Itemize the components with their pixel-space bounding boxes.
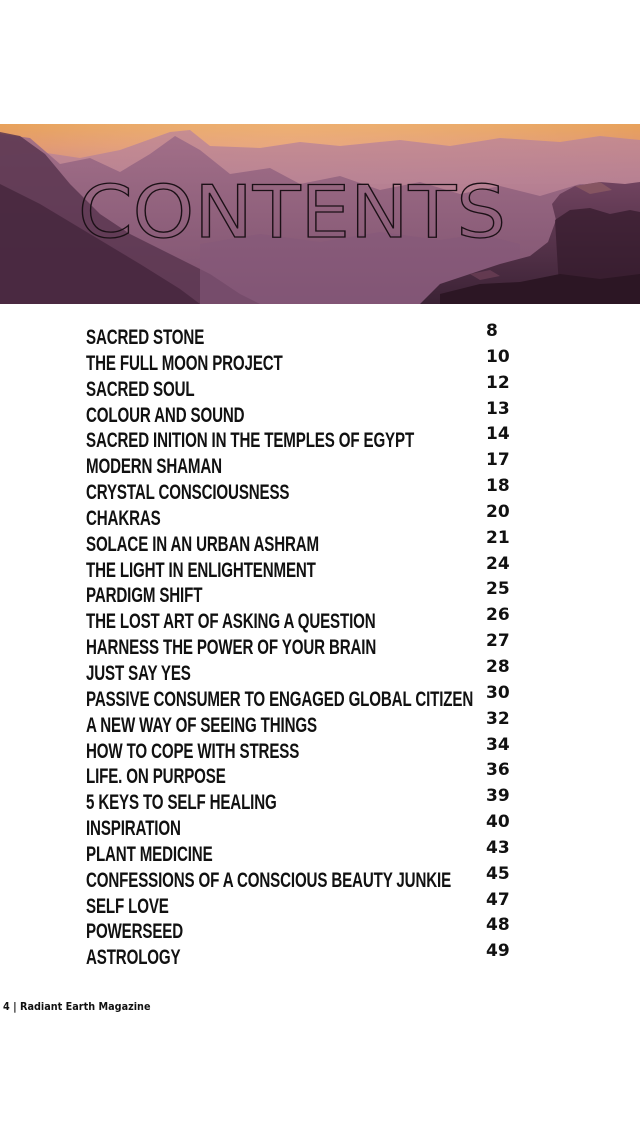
toc-entry-title: COLOUR AND SOUND	[86, 403, 245, 427]
toc-entry-page-number: 27	[486, 631, 510, 652]
toc-entry-title: THE LIGHT IN ENLIGHTENMENT	[86, 558, 316, 582]
toc-entry-title: PLANT MEDICINE	[86, 842, 213, 866]
toc-entry-page-number: 49	[486, 941, 510, 962]
toc-entry[interactable]	[86, 760, 526, 790]
toc-entry[interactable]	[86, 837, 526, 868]
toc-entry-page-number: 48	[486, 915, 510, 936]
table-of-contents	[86, 321, 526, 971]
toc-entry-page-number: 17	[486, 450, 510, 471]
toc-entry[interactable]	[86, 579, 526, 609]
toc-entry-page-number: 20	[486, 501, 510, 522]
toc-entry-title: 5 KEYS TO SELF HEALING	[86, 791, 277, 815]
toc-entry[interactable]	[86, 527, 526, 558]
toc-entry[interactable]	[86, 346, 526, 377]
toc-entry-page-number: 26	[486, 605, 510, 626]
toc-entry-title: HOW TO COPE WITH STRESS	[86, 739, 300, 763]
page-footer: 4 | Radiant Earth Magazine	[3, 1000, 151, 1013]
toc-entry-page-number: 28	[486, 656, 510, 677]
toc-entry-page-number: 47	[486, 889, 510, 910]
toc-entry[interactable]	[86, 889, 526, 920]
toc-entry-title: MODERN SHAMAN	[86, 455, 222, 479]
toc-entry[interactable]	[86, 656, 526, 687]
toc-entry[interactable]	[86, 450, 526, 480]
toc-entry-title: POWERSEED	[86, 920, 184, 944]
toc-entry-page-number: 24	[486, 553, 510, 574]
toc-entry-page-number: 10	[486, 346, 510, 367]
toc-entry-page-number: 12	[486, 372, 510, 393]
toc-entry[interactable]	[86, 398, 526, 429]
toc-entry[interactable]	[86, 786, 526, 816]
toc-entry-title: SACRED SOUL	[86, 377, 195, 401]
toc-entry-title: HARNESS THE POWER OF YOUR BRAIN	[86, 636, 377, 660]
page-title: CONTENTS	[78, 170, 506, 254]
toc-entry-page-number: 32	[486, 708, 510, 729]
toc-entry-title: LIFE. ON PURPOSE	[86, 765, 226, 789]
toc-entry[interactable]	[86, 863, 526, 894]
toc-entry-page-number: 34	[486, 734, 510, 755]
toc-entry-title: THE LOST ART OF ASKING A QUESTION	[86, 610, 376, 634]
toc-entry[interactable]	[86, 708, 526, 739]
toc-entry[interactable]	[86, 476, 526, 506]
toc-entry-title: SOLACE IN AN URBAN ASHRAM	[86, 532, 319, 556]
toc-entry-title: A NEW WAY OF SEEING THINGS	[86, 713, 317, 737]
toc-entry[interactable]	[86, 372, 526, 403]
toc-entry-page-number: 8	[486, 321, 498, 341]
toc-entry-title: CRYSTAL CONSCIOUSNESS	[86, 481, 290, 505]
toc-entry[interactable]	[86, 501, 526, 532]
toc-entry-title: CONFESSIONS OF A CONSCIOUS BEAUTY JUNKIE	[86, 868, 452, 892]
toc-entry-title: SACRED INITION IN THE TEMPLES OF EGYPT	[86, 429, 415, 453]
toc-entry-page-number: 39	[486, 786, 510, 807]
toc-entry-title: CHAKRAS	[86, 506, 161, 530]
contents-title	[0, 124, 640, 304]
toc-entry-title: SACRED STONE	[86, 326, 205, 349]
toc-entry-page-number: 43	[486, 837, 510, 858]
toc-entry-page-number: 45	[486, 863, 510, 884]
toc-entry[interactable]	[86, 915, 526, 945]
toc-entry-page-number: 21	[486, 527, 510, 548]
toc-entry[interactable]	[86, 605, 526, 635]
toc-entry-page-number: 30	[486, 682, 510, 703]
toc-entry[interactable]	[86, 812, 526, 842]
toc-entry-title: SELF LOVE	[86, 894, 169, 918]
toc-entry-title: INSPIRATION	[86, 817, 181, 841]
toc-entry-title: JUST SAY YES	[86, 661, 191, 685]
toc-entry-page-number: 18	[486, 476, 510, 497]
toc-entry-title: PARDIGM SHIFT	[86, 584, 203, 608]
toc-entry-page-number: 25	[486, 579, 510, 600]
toc-entry-title: THE FULL MOON PROJECT	[86, 351, 283, 375]
toc-entry-title: ASTROLOGY	[86, 946, 181, 970]
toc-entry-title: PASSIVE CONSUMER TO ENGAGED GLOBAL CITIZEN	[86, 687, 474, 711]
toc-entry-page-number: 40	[486, 812, 510, 833]
header-banner	[0, 124, 640, 304]
toc-entry[interactable]	[86, 553, 526, 584]
toc-entry[interactable]	[86, 941, 526, 971]
toc-entry[interactable]	[86, 424, 526, 454]
toc-entry-page-number: 36	[486, 760, 510, 781]
toc-entry[interactable]	[86, 734, 526, 765]
toc-entry[interactable]	[86, 631, 526, 661]
toc-entry-page-number: 14	[486, 424, 510, 445]
toc-entry[interactable]	[86, 682, 526, 713]
toc-entry[interactable]	[86, 321, 526, 351]
toc-entry-page-number: 13	[486, 398, 510, 419]
